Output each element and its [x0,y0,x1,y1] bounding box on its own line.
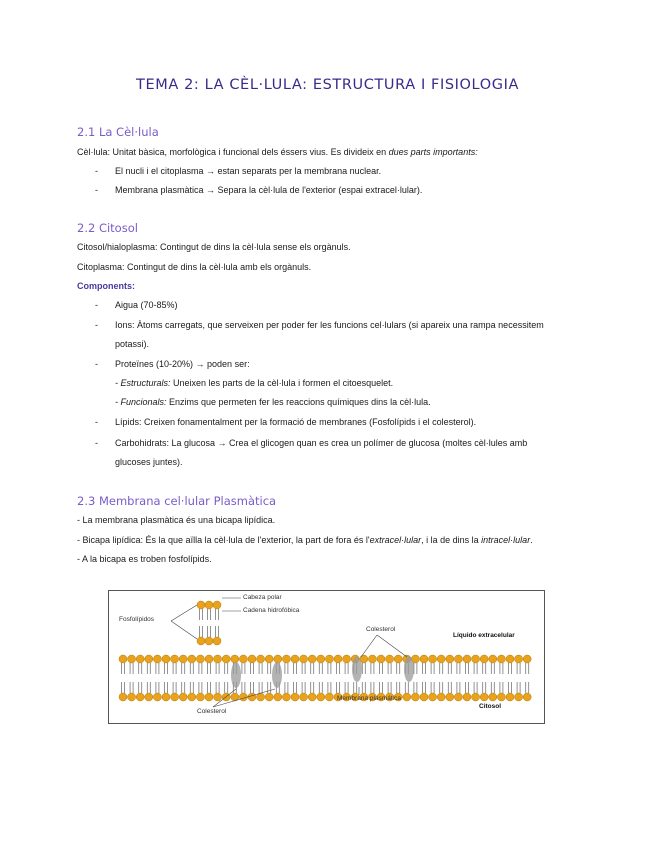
bullet-dash: - [95,300,98,310]
pointer-line [377,635,407,657]
lipid-head [213,637,221,645]
cholesterol-molecule [352,656,362,682]
label-citosol: Citosol [479,703,502,710]
label-membrana-plasmatica: Membrana plasmática [337,695,401,702]
proteines-estructurals-em: - Estructurals: [115,378,171,388]
component-aigua: Aigua (70-85%) [115,300,178,310]
lipid-head [188,655,196,663]
cellula-bullet-membrana: Membrana plasmàtica → Separa la cèl·lula de l'exterior (espai extracel·lular). [115,185,423,195]
lipid-head [308,693,316,701]
lipid-head [128,693,136,701]
cholesterol-molecule [404,656,414,682]
lipid-head [214,655,222,663]
cellula-definition-em: dues parts importants: [388,147,478,157]
lipid-head [205,693,213,701]
lipid-head [265,693,273,701]
lipid-head [136,693,144,701]
lipid-head [317,693,325,701]
lipid-head [515,693,523,701]
component-carbohidrats: Carbohidrats: La glucosa → Crea el glicogen quan es crea un polímer de glucosa (moltes cèl·lules amb [115,438,528,448]
lipid-head [446,655,454,663]
lipid-head [437,655,445,663]
lipid-head [403,693,411,701]
proteines-funcionals-text: Enzims que permeten fer les reaccions químiques dins la cèl·lula. [166,397,431,407]
label-cadena-hidrofobica: Cadena hidrofóbica [243,607,300,614]
lipid-head [282,655,290,663]
label-cabeza-polar: Cabeza polar [243,594,282,601]
section-heading-citosol: 2.2 Citosol [77,221,138,235]
membrana-line-2d: intracel·lular [481,535,531,545]
component-ions: Ions: Àtoms carregats, que serveixen per poder fer les funcions cel·lulars (si apareix una rampa necessitem [115,320,544,330]
label-liquido-extracelular: Líquido extracelular [453,632,515,639]
lipid-head [325,655,333,663]
cellula-bullet-nucli: El nucli i el citoplasma → estan separats per la membrana nuclear. [115,166,382,176]
cholesterol-molecule [231,662,241,688]
component-carbohidrats-cont: glucoses juntes). [115,457,183,467]
cholesterol-molecule [272,662,282,688]
lipid-head [308,655,316,663]
lipid-head [274,655,282,663]
lipid-head [506,693,514,701]
lipid-head [394,655,402,663]
lipid-head [179,693,187,701]
lipid-head [334,655,342,663]
lipid-head [317,655,325,663]
lipid-head [300,693,308,701]
lipid-head [119,655,127,663]
membrana-line-2e: . [530,535,533,545]
membrana-line-2a: - Bicapa lipídica: És la que aïlla la cèl·lula de l'exterior, la part de fora és l' [77,535,370,545]
lipid-head [523,693,531,701]
lipid-head [162,655,170,663]
citosol-definition: Citosol/hialoplasma: Contingut de dins la cèl·lula sense els orgànuls. [77,242,351,252]
section-heading-cellula: 2.1 La Cèl·lula [77,125,159,139]
lipid-head [248,655,256,663]
lipid-head [497,655,505,663]
lipid-head [515,655,523,663]
lipid-head [145,693,153,701]
lipid-head [171,693,179,701]
lipid-head [454,693,462,701]
pointer-line [361,635,377,657]
lipid-head [248,693,256,701]
lipid-head [179,655,187,663]
label-fosfolipidos: Fosfolípidos [119,616,155,623]
lipid-head [420,655,428,663]
lipid-head [205,655,213,663]
lipid-head [480,693,488,701]
lipid-head [119,693,127,701]
lipid-head [420,693,428,701]
lipid-head [136,655,144,663]
lipid-head [472,655,480,663]
lipid-head [153,655,161,663]
lipid-head [213,601,221,609]
bullet-dash: - [95,320,98,330]
lipid-head [454,655,462,663]
proteines-estructurals-text: Uneixen les parts de la cèl·lula i formen el citoesquelet. [170,378,394,388]
component-proteines: Proteïnes (10-20%) → poden ser: [115,359,250,369]
lipid-head [239,693,247,701]
pointer-line [171,621,197,639]
lipid-head [274,693,282,701]
lipid-head [497,693,505,701]
lipid-head [386,655,394,663]
component-lipids: Lípids: Creixen fonamentalment per la formació de membranes (Fosfolípids i el colesterol). [115,417,477,427]
lipid-head [153,693,161,701]
lipid-head [171,655,179,663]
lipid-head [196,655,204,663]
lipid-head [523,655,531,663]
lipid-head [411,693,419,701]
lipid-head [429,655,437,663]
lipid-head [282,693,290,701]
bullet-dash: - [95,185,98,195]
lipid-head [196,693,204,701]
bullet-dash: - [95,438,98,448]
cellula-definition-text: Cèl·lula: Unitat bàsica, morfològica i funcional dels éssers vius. Es divideix en [77,147,389,157]
lipid-head [489,693,497,701]
lipid-head [368,655,376,663]
lipid-head [257,655,265,663]
bullet-dash: - [95,166,98,176]
membrana-line-2c: , i la de dins la [421,535,482,545]
component-ions-cont: potassi). [115,339,150,349]
lipid-head [429,693,437,701]
lipid-head [205,637,213,645]
lipid-head [291,655,299,663]
label-colesterol-bottom: Colesterol [197,708,227,715]
lipid-head [214,693,222,701]
bullet-dash: - [95,417,98,427]
lipid-head [463,693,471,701]
lipid-head [446,693,454,701]
components-label: Components: [77,281,135,291]
lipid-head [239,655,247,663]
lipid-head [472,693,480,701]
citoplasma-definition: Citoplasma: Contingut de dins la cèl·lula amb els orgànuls. [77,262,312,272]
membrana-line-1: - La membrana plasmàtica és una bicapa lipídica. [77,515,276,525]
label-colesterol-top: Colesterol [366,626,396,633]
section-heading-membrana: 2.3 Membrana cel·lular Plasmàtica [77,494,277,508]
lipid-head [197,601,205,609]
page-title: TEMA 2: LA CÈL·LULA: ESTRUCTURA I FISIOLOGIA [136,77,519,93]
lipid-head [377,655,385,663]
lipid-head [325,693,333,701]
lipid-head [506,655,514,663]
lipid-head [463,655,471,663]
membrane-diagram [108,590,545,724]
lipid-head [197,637,205,645]
lipid-head [437,693,445,701]
lipid-head [128,655,136,663]
lipid-head [145,655,153,663]
lipid-head [222,655,230,663]
lipid-head [162,693,170,701]
pointer-line [171,605,197,621]
lipid-head [205,601,213,609]
membrana-line-3: - A la bicapa es troben fosfolípids. [77,554,212,564]
membrana-line-2b: extracel·lular [369,535,422,545]
bullet-dash: - [95,359,98,369]
lipid-head [231,655,239,663]
proteines-funcionals [115,397,431,407]
proteines-funcionals-em: - Funcionals: [115,397,167,407]
lipid-head [291,693,299,701]
proteines-estructurals [115,378,393,388]
lipid-head [265,655,273,663]
lipid-head [300,655,308,663]
cellula-definition [77,147,478,157]
membrana-line-2 [77,535,533,545]
lipid-head [188,693,196,701]
lipid-head [489,655,497,663]
lipid-head [343,655,351,663]
lipid-head [480,655,488,663]
